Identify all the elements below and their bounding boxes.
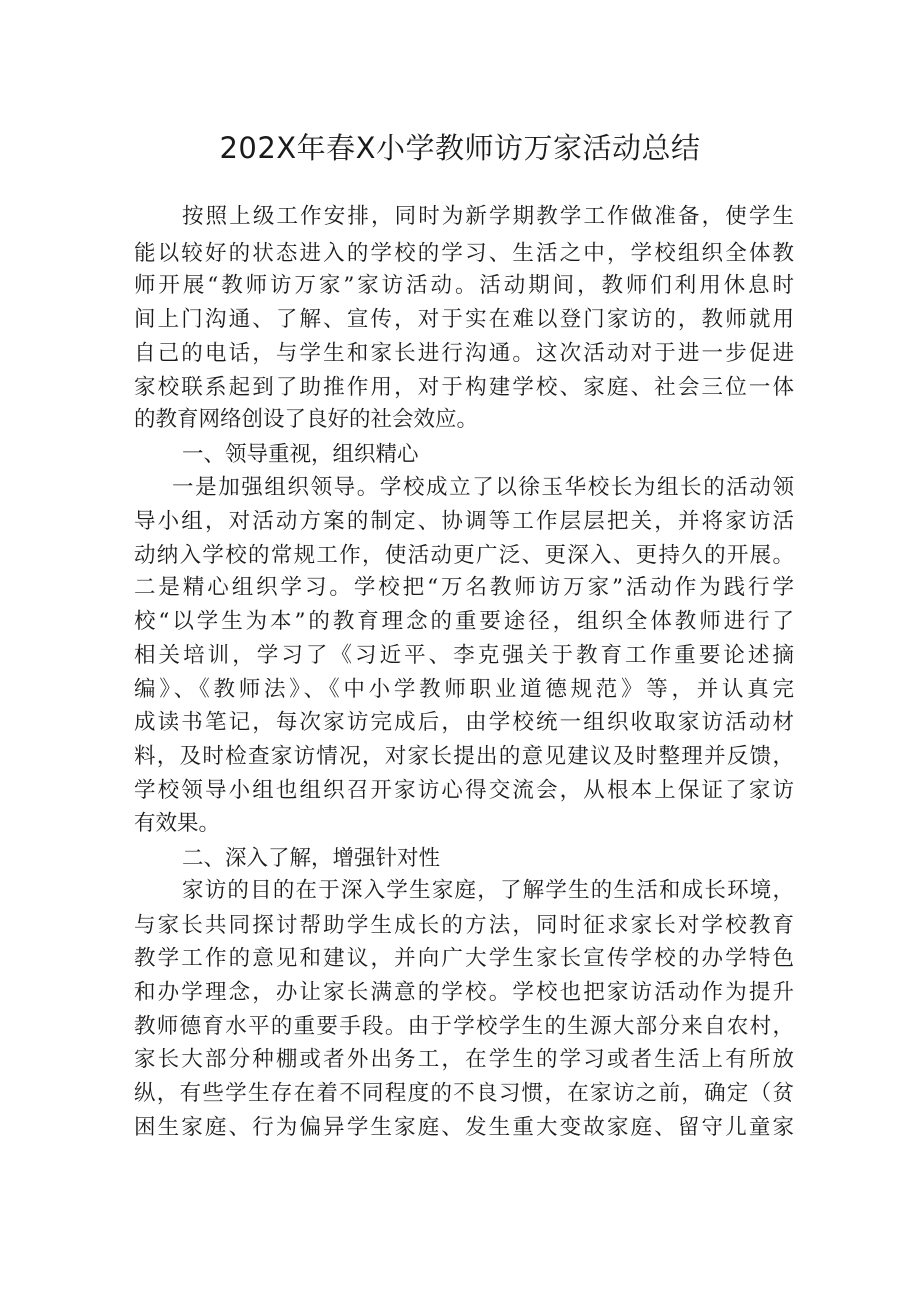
paragraph-line: 与家长共同探讨帮助学生成长的方法，同时征求家长对学校教育 [134,913,794,938]
paragraph-line: 教师德育水平的重要手段。由于学校学生的生源大部分来自农村， [134,1014,794,1039]
paragraph-line: 料，及时检查家访情况，对家长提出的意见建议及时整理并反馈， [134,744,794,769]
paragraph-line: 家校联系起到了助推作用，对于构建学校、家庭、社会三位一体 [134,375,794,400]
paragraph-line: 家访的目的在于深入学生家庭，了解学生的生活和成长环境， [182,878,794,903]
paragraph-line: 编》、《教师法》、《中小学教师职业道德规范》等，并认真完 [134,677,794,702]
paragraph-line: 学校领导小组也组织召开家访心得交流会，从根本上保证了家访 [134,778,794,803]
paragraph-line: 二是精心组织学习。学校把“万名教师访万家”活动作为践行学 [134,575,794,600]
paragraph-line: 导小组，对活动方案的制定、协调等工作层层把关，并将家访活 [134,509,794,534]
paragraph-line: 和办学理念，办让家长满意的学校。学校也把家访活动作为提升 [134,980,794,1005]
section-heading: 一、领导重视，组织精心 [182,442,419,467]
document-title: 202X年春X小学教师访万家活动总结 [219,131,701,165]
paragraph-line: 自己的电话，与学生和家长进行沟通。这次活动对于进一步促进 [134,341,794,366]
paragraph-line: 间上门沟通、了解、宣传，对于实在难以登门家访的，教师就用 [134,307,794,332]
paragraph-line: 一是加强组织领导。学校成立了以徐玉华校长为组长的活动领 [172,475,794,500]
paragraph-line: 的教育网络创设了良好的社会效应。 [134,407,479,432]
paragraph-line: 校“以学生为本”的教育理念的重要途径，组织全体教师进行了 [134,609,794,634]
paragraph-line: 教学工作的意见和建议，并向广大学生家长宣传学校的办学特色 [134,946,794,971]
paragraph-line: 按照上级工作安排，同时为新学期教学工作做准备，使学生 [182,204,794,229]
paragraph-line: 能以较好的状态进入的学校的学习、生活之中，学校组织全体教 [134,241,794,266]
paragraph-line: 纵，有些学生存在着不同程度的不良习惯，在家访之前，确定（贫 [134,1081,794,1106]
paragraph-line: 相关培训，学习了《习近平、李克强关于教育工作重要论述摘 [134,643,794,668]
paragraph-line: 师开展“教师访万家”家访活动。活动期间，教师们利用休息时 [134,273,794,298]
paragraph-line: 有效果。 [134,811,221,836]
section-heading: 二、深入了解，增强针对性 [182,846,441,871]
paragraph-line: 成读书笔记，每次家访完成后，由学校统一组织收取家访活动材 [134,710,794,735]
paragraph-line: 动纳入学校的常规工作，使活动更广泛、更深入、更持久的开展。 [134,543,794,568]
paragraph-line: 家长大部分种棚或者外出务工，在学生的学习或者生活上有所放 [134,1047,794,1072]
paragraph-line: 困生家庭、行为偏异学生家庭、发生重大变故家庭、留守儿童家 [134,1115,794,1140]
